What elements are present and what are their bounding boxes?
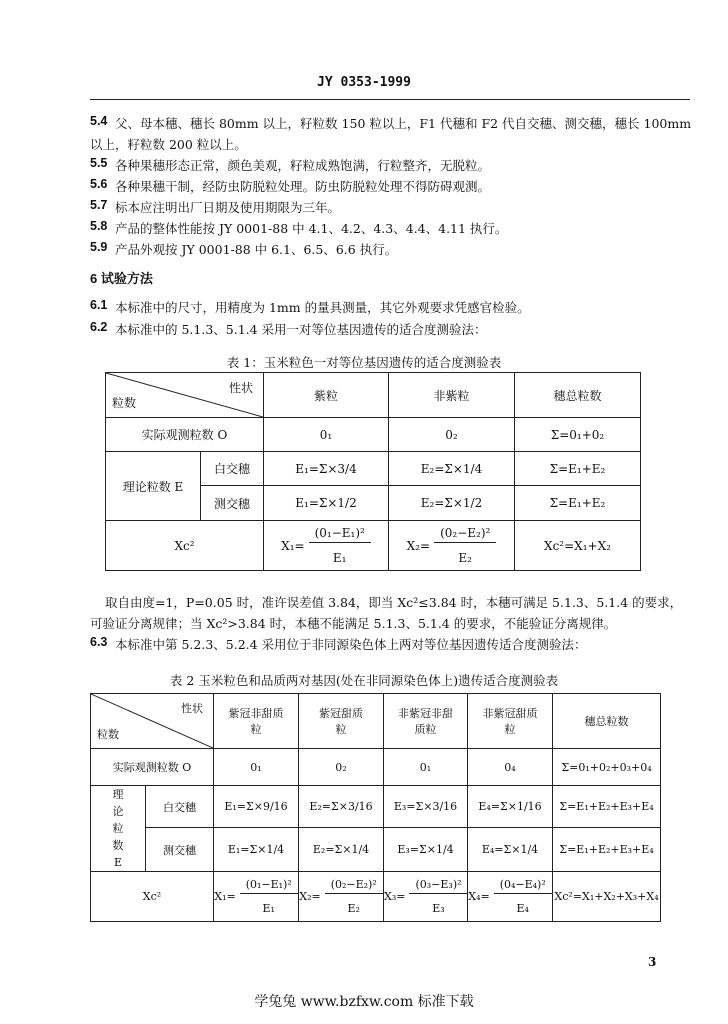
clause-text: 标本应注明出厂日期及使用期限为三年。 [115,200,341,215]
table-cell: 0₂ [299,749,384,786]
clause-text: 本标准中的 5.1.3、5.1.4 采用一对等位基因遗传的适合度测验法： [115,322,487,337]
column-header: 穗总粒数 [515,373,641,418]
formula-prefix: X₁= [214,890,236,903]
table-cell: Σ=E₁+E₂ [515,452,641,486]
table-cell: E₄=Σ×1/4 [468,828,553,872]
formula-prefix: X₁= [281,538,305,553]
table-cell: E₃=Σ×1/4 [384,828,468,872]
numerator: (0₁−E₁)² [309,526,371,543]
section-heading: 6 试验方法 [90,271,153,286]
clause-number: 5.6 [90,177,108,191]
corner-top-label: 性状 [228,381,253,395]
denominator: E₃ [432,902,445,915]
footer-watermark-text: 学兔兔 www.bzfxw.com 标准下载 [254,994,474,1010]
denominator: E₂ [347,902,360,915]
formula-prefix: X₄= [468,890,490,903]
table-cell: E₄=Σ×1/16 [468,786,553,828]
table-cell: 0₂ [389,418,515,452]
clause-text: 产品的整体性能按 JY 0001-88 中 4.1、4.2、4.3、4.4、4.11 执行。 [115,221,508,236]
clause-number: 5.8 [90,219,108,233]
row-label: 测交穗 [146,828,214,872]
table-cell: 0₁ [384,749,468,786]
table-cell: E₁=Σ×9/16 [214,786,299,828]
row-label: 实际观测粒数 O [106,418,264,452]
corner-header [91,694,214,749]
table1 [105,372,641,571]
numerator: (0₂−E₂)² [325,878,383,894]
formula-cell [468,872,553,922]
table-row [106,452,641,486]
formula-cell [214,872,299,922]
clause-number: 6.1 [90,298,108,312]
table-cell: 0₁ [214,749,299,786]
row-group-label-text: 理论粒数E [112,788,124,869]
table-row [91,694,661,749]
denominator: E₄ [516,902,529,915]
table-cell: E₂=Σ×1/4 [389,452,515,486]
table-cell: Xc²=X₁+X₂ [515,521,641,571]
clause-number: 5.9 [90,240,108,254]
denominator: E₂ [458,551,472,565]
numerator: (0₄−E₄)² [494,878,552,894]
table-row [91,749,661,786]
header-rule [90,99,690,100]
clause-text: 各种果穗干制，经防虫防脱粒处理。防虫防脱粒处理不得防碍观测。 [115,179,491,194]
row-label: Xc² [106,521,264,571]
formula-cell [264,521,389,571]
clause-text-continued: 以上，籽粒数 200 粒以上。 [90,137,247,152]
table-cell: E₁=Σ×3/4 [264,452,389,486]
document-id-header: JY 0353-1999 [317,75,411,90]
table-cell: Xc²=X₁+X₂+X₃+X₄ [553,872,661,922]
column-header: 紫冠非甜质粒 [214,694,299,749]
clause-number: 5.4 [90,114,108,128]
table-row [106,418,641,452]
table-row [91,786,661,828]
corner-header [106,373,264,418]
row-label: Xc² [91,872,214,922]
numerator: (0₁−E₁)² [240,878,298,894]
note-text: 取自由度=1，P=0.05 时，准许误差值 3.84，即当 Xc²≤3.84 时，本穗可满足 5.1.3、5.1.4 的要求， [105,595,683,610]
row-label: 测交穗 [201,486,264,521]
table2-caption: 表 2 玉米粒色和品质两对基因(处在非同源染色体上)遗传适合度测验表 [169,673,559,688]
corner-bottom-label: 粒数 [97,728,119,741]
table-cell: Σ=E₁+E₂+E₃+E₄ [553,786,661,828]
denominator: E₁ [332,551,347,565]
table-cell: Σ=E₁+E₂ [515,486,641,521]
column-header: 非紫冠非甜质粒 [384,694,468,749]
table-cell: E₃=Σ×3/16 [384,786,468,828]
table-cell: Σ=0₁+0₂+0₃+0₄ [553,749,661,786]
table-cell: E₂=Σ×1/2 [389,486,515,521]
column-header: 紫粒 [264,373,389,418]
table-row [106,373,641,418]
formula-prefix: X₂= [299,890,321,903]
table-cell: 0₁ [264,418,389,452]
clause-text: 各种果穗形态正常，颜色美观，籽粒成熟饱满，行粒整齐，无脱粒。 [115,158,491,173]
table-cell: E₂=Σ×3/16 [299,786,384,828]
column-header: 穗总粒数 [553,694,661,749]
clause-number: 5.7 [90,198,108,212]
column-header: 紫冠甜质粒 [299,694,384,749]
table1-caption: 表 1：玉米粒色一对等位基因遗传的适合度测验表 [226,355,502,370]
clause-number: 5.5 [90,156,108,170]
clause-number: 6.2 [90,320,108,334]
clause-text: 产品外观按 JY 0001-88 中 6.1、6.5、6.6 执行。 [115,242,398,257]
row-label: 白交穗 [146,786,214,828]
note-text-continued: 可验证分离规律；当 Xc²>3.84 时，本穗不能满足 5.1.3、5.1.4 的要求，不能验证分离规律。 [90,616,617,631]
table-row [91,828,661,872]
clause-text: 父、母本穗、穗长 80mm 以上，籽粒数 150 粒以上，F1 代穗和 F2 代自交穗、测交穗，穗长 100mm [115,116,692,131]
column-header: 非紫冠甜质粒 [468,694,553,749]
clause-number: 6.3 [90,635,108,649]
formula-cell [384,872,468,922]
clause-text: 本标准中第 5.2.3、5.2.4 采用位于非同源染色体上两对等位基因遗传适合度测验法： [115,637,587,652]
table-cell: E₂=Σ×1/4 [299,828,384,872]
row-group-label [91,786,146,872]
table-row [91,872,661,922]
table-cell: E₁=Σ×1/4 [214,828,299,872]
formula-prefix: X₂= [406,538,431,553]
clause-text: 本标准中的尺寸，用精度为 1mm 的量具测量，其它外观要求凭感官检验。 [115,300,530,315]
row-label: 白交穗 [201,452,264,486]
table2 [90,693,661,922]
numerator: (0₃−E₃)² [409,878,467,894]
denominator: E₁ [262,902,275,915]
table-cell: Σ=E₁+E₂+E₃+E₄ [553,828,661,872]
row-group-label: 理论粒数 E [106,452,201,521]
formula-prefix: X₃= [384,890,406,903]
row-label: 实际观测粒数 O [91,749,214,786]
corner-top-label: 性状 [181,702,203,715]
table-cell: 0₄ [468,749,553,786]
page-number: 3 [648,955,657,969]
formula-cell [299,872,384,922]
table-cell: E₁=Σ×1/2 [264,486,389,521]
table-cell: Σ=0₁+0₂ [515,418,641,452]
column-header: 非紫粒 [389,373,515,418]
table-row [106,521,641,571]
numerator: (0₂−E₂)² [434,526,496,543]
formula-cell [389,521,515,571]
corner-bottom-label: 粒数 [112,396,137,410]
